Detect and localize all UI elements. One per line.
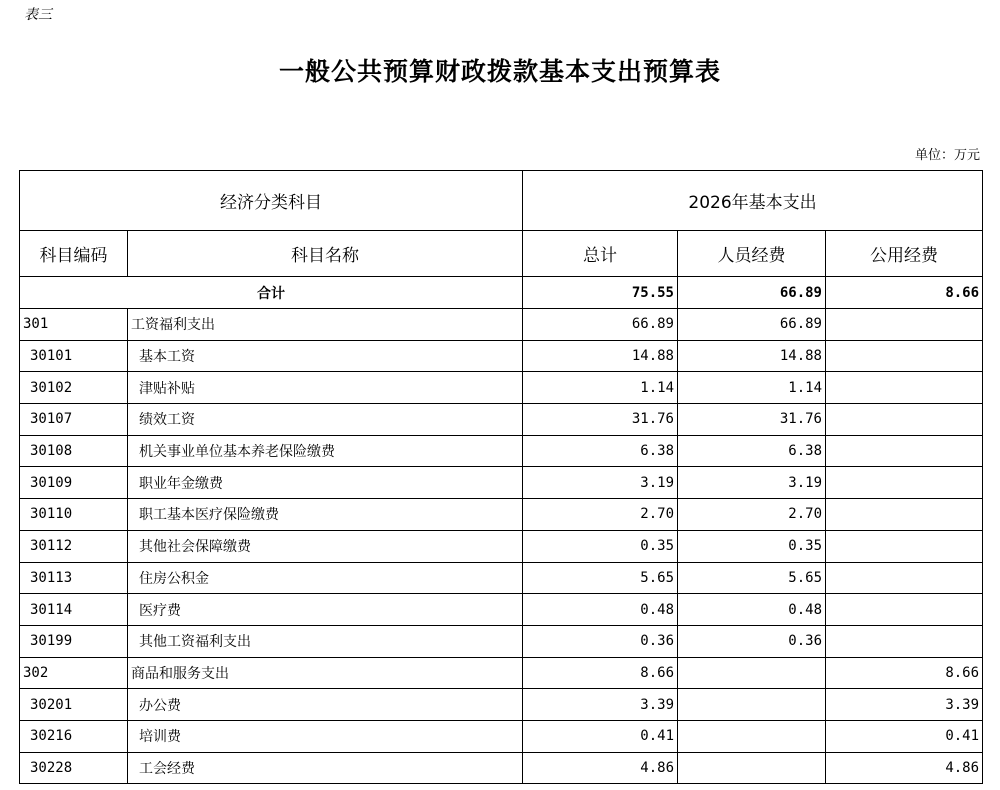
row-public: [826, 435, 983, 467]
header-economic-category: 经济分类科目: [20, 171, 523, 231]
row-public: [826, 499, 983, 531]
row-code: 301: [20, 309, 128, 341]
header-personnel: 人员经费: [678, 231, 826, 277]
row-name: 住房公积金: [128, 562, 523, 594]
row-code: 30109: [20, 467, 128, 499]
row-total: 3.19: [523, 467, 678, 499]
header-public: 公用经费: [826, 231, 983, 277]
summary-label: 合计: [20, 277, 523, 309]
row-public: 8.66: [826, 657, 983, 689]
header-name: 科目名称: [128, 231, 523, 277]
table-row: [20, 657, 983, 689]
row-name: 职工基本医疗保险缴费: [128, 499, 523, 531]
row-public: [826, 530, 983, 562]
row-total: 14.88: [523, 340, 678, 372]
row-public: [826, 594, 983, 626]
row-code: 30101: [20, 340, 128, 372]
header-year-basic-expenditure: 2026年基本支出: [523, 171, 983, 231]
row-public: [826, 372, 983, 404]
table-row: [20, 435, 983, 467]
row-total: 0.48: [523, 594, 678, 626]
row-public: [826, 404, 983, 436]
table-row: [20, 499, 983, 531]
row-total: 0.41: [523, 720, 678, 752]
table-row: [20, 340, 983, 372]
summary-total: 75.55: [523, 277, 678, 309]
row-total: 1.14: [523, 372, 678, 404]
summary-row: [20, 277, 983, 309]
row-code: 30216: [20, 720, 128, 752]
row-code: 30201: [20, 689, 128, 721]
row-name: 职业年金缴费: [128, 467, 523, 499]
table-row: [20, 530, 983, 562]
row-personnel: 31.76: [678, 404, 826, 436]
row-public: [826, 340, 983, 372]
summary-personnel: 66.89: [678, 277, 826, 309]
table-row: [20, 309, 983, 341]
document-title: 一般公共预算财政拨款基本支出预算表: [278, 57, 721, 86]
row-personnel: [678, 720, 826, 752]
row-total: 31.76: [523, 404, 678, 436]
row-name: 津贴补贴: [128, 372, 523, 404]
row-name: 绩效工资: [128, 404, 523, 436]
row-total: 8.66: [523, 657, 678, 689]
row-name: 机关事业单位基本养老保险缴费: [128, 435, 523, 467]
row-name: 基本工资: [128, 340, 523, 372]
table-row: [20, 720, 983, 752]
row-code: 30110: [20, 499, 128, 531]
row-total: 5.65: [523, 562, 678, 594]
header-row-2: [20, 231, 983, 277]
row-public: 0.41: [826, 720, 983, 752]
row-public: [826, 309, 983, 341]
table-row: [20, 594, 983, 626]
row-personnel: 0.48: [678, 594, 826, 626]
header-code: 科目编码: [20, 231, 128, 277]
row-code: 30107: [20, 404, 128, 436]
table-row: [20, 689, 983, 721]
row-personnel: [678, 689, 826, 721]
row-total: 66.89: [523, 309, 678, 341]
row-name: 医疗费: [128, 594, 523, 626]
row-personnel: 1.14: [678, 372, 826, 404]
row-code: 30112: [20, 530, 128, 562]
row-public: 3.39: [826, 689, 983, 721]
unit-label: 单位：万元: [914, 148, 980, 163]
row-total: 0.35: [523, 530, 678, 562]
row-total: 2.70: [523, 499, 678, 531]
row-code: 30228: [20, 752, 128, 784]
row-total: 6.38: [523, 435, 678, 467]
row-public: [826, 562, 983, 594]
table-row: [20, 372, 983, 404]
header-row-1: [20, 171, 983, 231]
row-personnel: 6.38: [678, 435, 826, 467]
row-personnel: [678, 752, 826, 784]
row-name: 其他社会保障缴费: [128, 530, 523, 562]
row-personnel: 14.88: [678, 340, 826, 372]
table-row: [20, 752, 983, 784]
row-name: 工会经费: [128, 752, 523, 784]
row-code: 30114: [20, 594, 128, 626]
row-public: [826, 467, 983, 499]
row-total: 0.36: [523, 625, 678, 657]
row-code: 30113: [20, 562, 128, 594]
row-name: 培训费: [128, 720, 523, 752]
summary-public: 8.66: [826, 277, 983, 309]
table-row: [20, 562, 983, 594]
row-name: 其他工资福利支出: [128, 625, 523, 657]
row-public: [826, 625, 983, 657]
row-personnel: 66.89: [678, 309, 826, 341]
row-name: 办公费: [128, 689, 523, 721]
row-personnel: 0.36: [678, 625, 826, 657]
row-personnel: 5.65: [678, 562, 826, 594]
row-total: 4.86: [523, 752, 678, 784]
row-personnel: 3.19: [678, 467, 826, 499]
row-name: 工资福利支出: [128, 309, 523, 341]
row-code: 302: [20, 657, 128, 689]
row-total: 3.39: [523, 689, 678, 721]
row-public: 4.86: [826, 752, 983, 784]
row-personnel: [678, 657, 826, 689]
row-code: 30102: [20, 372, 128, 404]
row-personnel: 0.35: [678, 530, 826, 562]
budget-table: [19, 170, 983, 784]
table-number-tag: 表三: [24, 7, 52, 23]
table-row: [20, 467, 983, 499]
header-total: 总计: [523, 231, 678, 277]
row-code: 30199: [20, 625, 128, 657]
table-row: [20, 404, 983, 436]
row-name: 商品和服务支出: [128, 657, 523, 689]
row-code: 30108: [20, 435, 128, 467]
table-row: [20, 625, 983, 657]
row-personnel: 2.70: [678, 499, 826, 531]
